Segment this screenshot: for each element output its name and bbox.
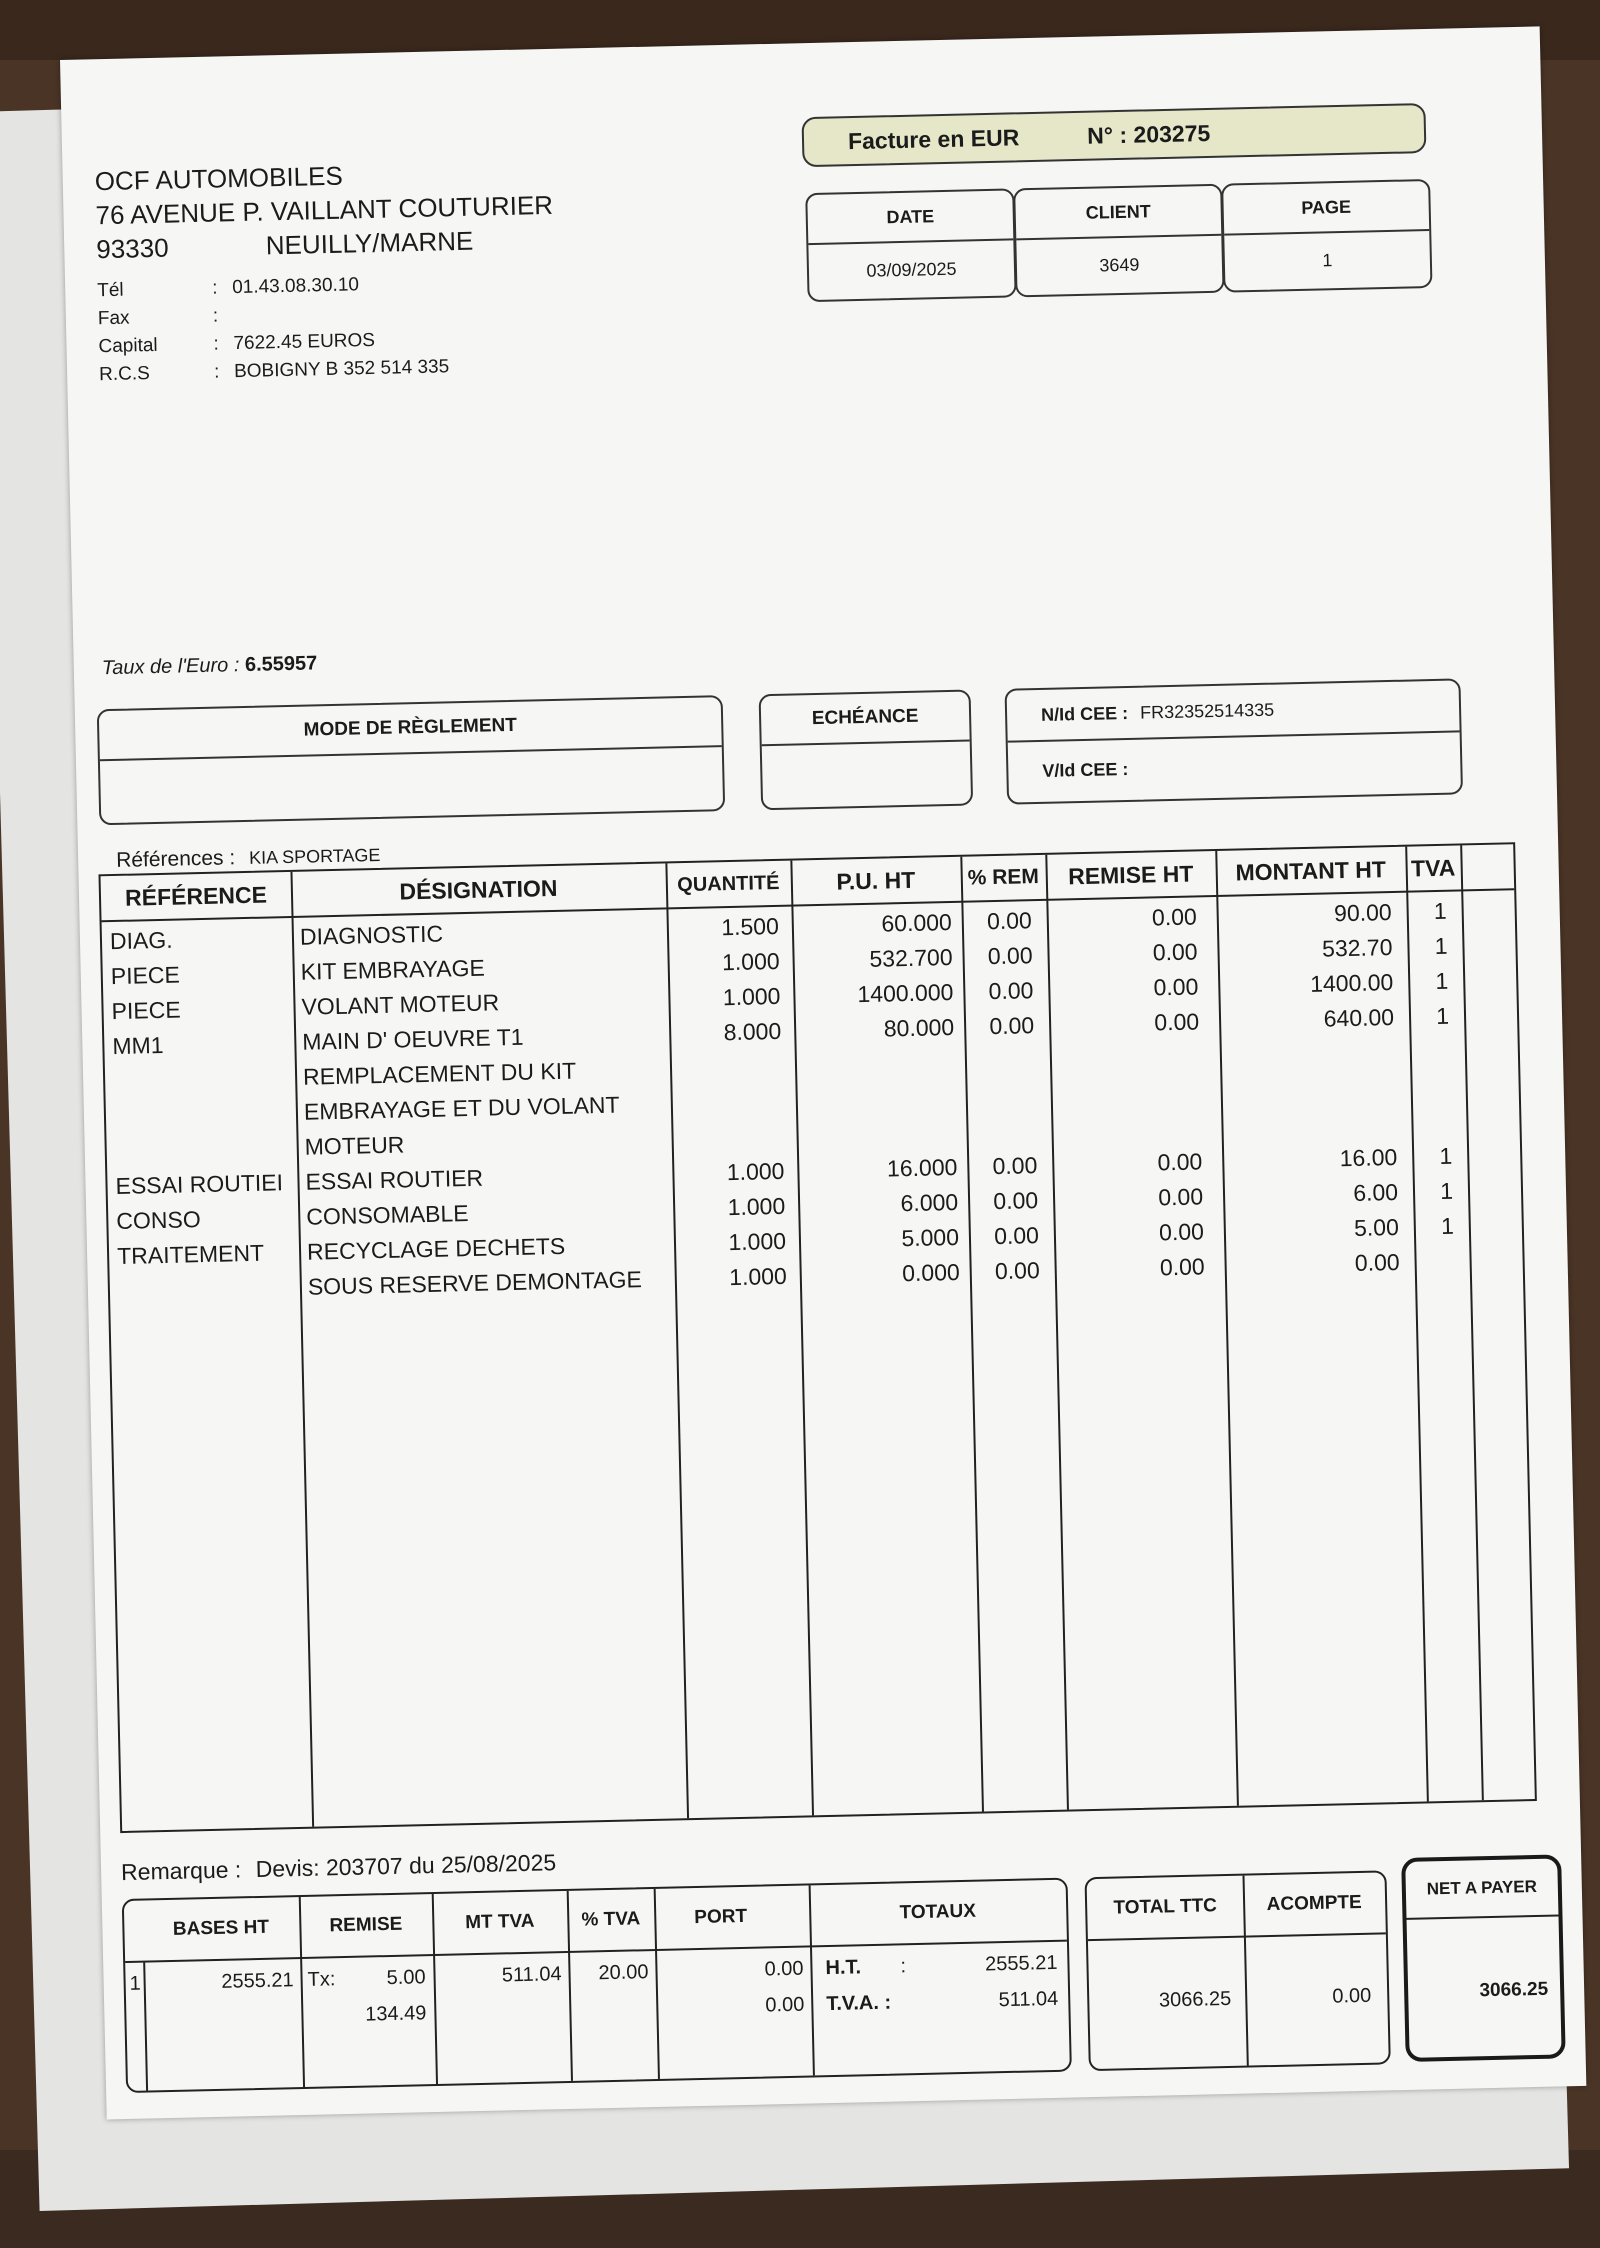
cell-designation: DIAGNOSTIC xyxy=(299,920,444,950)
cell-designation: CONSOMABLE xyxy=(306,1200,469,1230)
payment-mode-label: MODE DE RÈGLEMENT xyxy=(99,697,722,761)
cell-quantity: 1.000 xyxy=(728,1262,788,1291)
sep: : xyxy=(213,361,220,383)
due-date-label: ECHÉANCE xyxy=(761,692,970,747)
cell-reference: PIECE xyxy=(110,961,181,990)
due-date-box xyxy=(759,690,974,811)
invoice-page xyxy=(60,26,1586,2119)
cell-unit-price: 0.000 xyxy=(901,1258,961,1287)
cell-reference: CONSO xyxy=(116,1206,201,1235)
sep: : xyxy=(211,277,218,299)
cell-vat-code: 1 xyxy=(1439,1177,1454,1204)
mt-tva-value: 511.04 xyxy=(501,1963,562,1987)
sep: : xyxy=(212,305,219,327)
cell-vat-code: 1 xyxy=(1440,1212,1455,1239)
cell-discount-ht: 0.00 xyxy=(1154,1008,1200,1036)
cell-reference: PIECE xyxy=(111,996,181,1025)
pct-tva-label: % TVA xyxy=(581,1908,641,1931)
tx-label: Tx: xyxy=(307,1968,336,1991)
cell-discount-pct: 0.00 xyxy=(993,1187,1039,1215)
cell-quantity: 1.000 xyxy=(728,1227,787,1256)
tel-value: 01.43.08.30.10 xyxy=(231,274,360,299)
rcs-value: BOBIGNY B 352 514 335 xyxy=(233,356,450,383)
references-label: Références : xyxy=(115,846,236,872)
cell-quantity: 1.000 xyxy=(722,982,781,1011)
company-contact xyxy=(97,269,450,389)
company-block xyxy=(94,154,554,266)
acompte-value: 0.00 xyxy=(1332,1984,1372,2008)
cell-designation: VOLANT MOTEUR xyxy=(301,989,500,1020)
port-value-2: 0.00 xyxy=(765,1993,805,2017)
cell-vat-code xyxy=(1411,1108,1451,1109)
cell-designation: SOUS RESERVE DEMONTAGE xyxy=(307,1266,643,1300)
page-box xyxy=(1221,179,1432,293)
cell-discount-pct: 0.00 xyxy=(986,907,1033,935)
cell-amount-ht: 1400.00 xyxy=(1309,968,1394,997)
cell-vat-code: 1 xyxy=(1435,967,1449,995)
cell-vat-code xyxy=(1414,1248,1454,1249)
cell-discount-ht: 0.00 xyxy=(1158,1218,1205,1246)
invoice-number: N° : 203275 xyxy=(1086,119,1211,149)
cell-reference: TRAITEMENT xyxy=(116,1239,265,1270)
ht-colon: : xyxy=(900,1955,907,1978)
payment-mode-box xyxy=(97,695,725,825)
cell-discount-ht: 0.00 xyxy=(1153,973,1199,1001)
cell-vat-code: 1 xyxy=(1433,897,1447,925)
rcs-label: R.C.S xyxy=(98,363,151,386)
header-designation: DÉSIGNATION xyxy=(399,874,558,905)
cell-discount-pct: 0.00 xyxy=(987,942,1033,970)
client-label: CLIENT xyxy=(1015,186,1221,241)
invoice-title-box xyxy=(801,103,1426,167)
cell-discount-ht: 0.00 xyxy=(1152,938,1198,966)
date-box xyxy=(805,188,1016,302)
bases-ht-label: BASES HT xyxy=(172,1916,270,1940)
vat-id-box xyxy=(1005,678,1464,804)
remise-label: REMISE xyxy=(329,1913,403,1937)
net-to-pay-box xyxy=(1401,1854,1566,2062)
company-postcode: 93330 xyxy=(95,232,169,265)
tel-label: Tél xyxy=(97,279,124,302)
net-to-pay-value: 3066.25 xyxy=(1479,1978,1549,2002)
client-value: 3649 xyxy=(1099,254,1140,276)
header-unit-price: P.U. HT xyxy=(836,866,916,895)
cell-discount-ht: 0.00 xyxy=(1157,1148,1203,1176)
references-value: KIA SPORTAGE xyxy=(248,844,381,868)
cell-designation: MAIN D' OEUVRE T1 xyxy=(302,1023,524,1055)
cell-unit-price: 5.000 xyxy=(901,1223,960,1252)
sep: : xyxy=(213,333,220,355)
cell-reference: MM1 xyxy=(112,1031,164,1060)
page-label: PAGE xyxy=(1223,181,1429,236)
cell-vat-code: 1 xyxy=(1434,932,1448,960)
cell-quantity: 1.000 xyxy=(727,1192,786,1221)
cell-vat-code xyxy=(1410,1073,1450,1074)
vat-code: 1 xyxy=(129,1972,142,1995)
company-name: OCF AUTOMOBILES xyxy=(94,160,344,197)
page-value: 1 xyxy=(1322,250,1333,271)
invoice-title: Facture en EUR xyxy=(847,123,1020,154)
header-reference: RÉFÉRENCE xyxy=(124,881,268,911)
cell-unit-price: 1400.000 xyxy=(857,978,954,1008)
cell-quantity: 1.000 xyxy=(721,947,780,976)
cell-discount-pct: 0.00 xyxy=(993,1222,1040,1250)
cell-designation: KIT EMBRAYAGE xyxy=(300,954,486,985)
company-city: NEUILLY/MARNE xyxy=(265,225,474,261)
cell-discount-pct: 0.00 xyxy=(992,1152,1038,1180)
company-address: 76 AVENUE P. VAILLANT COUTURIER xyxy=(95,189,554,231)
tva-label: T.V.A. : xyxy=(826,1991,892,2016)
header-quantity: QUANTITÉ xyxy=(677,871,780,896)
nid-value: FR32352514335 xyxy=(1139,699,1275,723)
cell-designation: RECYCLAGE DECHETS xyxy=(306,1232,566,1265)
cell-discount-pct: 0.00 xyxy=(994,1257,1041,1285)
tx-value: 5.00 xyxy=(386,1966,426,1990)
net-to-pay-label: NET A PAYER xyxy=(1405,1858,1558,1919)
cell-discount-pct: 0.00 xyxy=(988,977,1034,1005)
cell-discount-ht: 0.00 xyxy=(1151,903,1198,931)
totaux-label: TOTAUX xyxy=(899,1900,977,1924)
port-value-1: 0.00 xyxy=(764,1957,804,1981)
cell-unit-price: 80.000 xyxy=(883,1013,955,1042)
nid-label: N/Id CEE : xyxy=(1040,702,1129,725)
cell-vat-code xyxy=(1410,1038,1450,1039)
remark xyxy=(121,1849,557,1886)
date-label: DATE xyxy=(807,190,1013,245)
remark-value: Devis: 203707 du 25/08/2025 xyxy=(255,1849,557,1883)
ht-value: 2555.21 xyxy=(984,1951,1058,1976)
euro-rate-value: 6.55957 xyxy=(244,652,318,676)
remark-label: Remarque : xyxy=(120,1856,242,1886)
cell-amount-ht: 532.70 xyxy=(1321,934,1393,962)
cell-reference: DIAG. xyxy=(109,926,173,955)
cell-unit-price: 6.000 xyxy=(900,1188,959,1217)
cell-designation: ESSAI ROUTIER xyxy=(305,1164,484,1195)
cell-unit-price: 16.000 xyxy=(886,1153,958,1182)
cell-amount-ht: 0.00 xyxy=(1354,1248,1400,1276)
cell-designation: MOTEUR xyxy=(304,1131,405,1160)
cell-discount-ht: 0.00 xyxy=(1158,1183,1204,1211)
cell-amount-ht: 5.00 xyxy=(1353,1213,1400,1241)
cell-quantity: 1.000 xyxy=(726,1157,785,1186)
header-discount-pct: % REM xyxy=(967,865,1040,890)
cell-vat-code: 1 xyxy=(1435,1002,1450,1030)
bases-ht-value: 2555.21 xyxy=(221,1969,294,1993)
cell-designation: REMPLACEMENT DU KIT xyxy=(302,1057,577,1090)
cell-amount-ht: 6.00 xyxy=(1352,1178,1399,1206)
cell-discount-pct: 0.00 xyxy=(989,1012,1035,1040)
mt-tva-label: MT TVA xyxy=(464,1910,535,1934)
fax-label: Fax xyxy=(97,307,130,330)
items-table xyxy=(98,842,1536,1833)
vat-summary-box xyxy=(122,1878,1072,2093)
pct-tva-value: 20.00 xyxy=(598,1961,649,1985)
capital-value: 7622.45 EUROS xyxy=(233,329,376,355)
cell-amount-ht: 90.00 xyxy=(1333,899,1392,927)
capital-label: Capital xyxy=(98,334,158,358)
cell-unit-price: 532.700 xyxy=(869,943,953,972)
cell-vat-code: 1 xyxy=(1439,1142,1453,1169)
cell-quantity: 1.500 xyxy=(720,912,780,941)
date-value: 03/09/2025 xyxy=(866,258,957,281)
total-ttc-label: TOTAL TTC xyxy=(1113,1895,1218,1919)
port-label: PORT xyxy=(694,1905,748,1929)
cell-amount-ht: 640.00 xyxy=(1323,1003,1395,1032)
acompte-label: ACOMPTE xyxy=(1266,1891,1362,1916)
tva-value: 511.04 xyxy=(998,1987,1059,2012)
cell-discount-ht: 0.00 xyxy=(1159,1253,1205,1281)
client-box xyxy=(1013,184,1224,298)
cell-quantity: 8.000 xyxy=(723,1017,782,1046)
header-vat-code: TVA xyxy=(1410,854,1456,882)
cell-amount-ht: 16.00 xyxy=(1339,1143,1398,1172)
total-ttc-value: 3066.25 xyxy=(1158,1987,1232,2012)
cell-reference: ESSAI ROUTIEI xyxy=(115,1169,284,1200)
euro-rate-label: Taux de l'Euro : xyxy=(101,654,240,680)
vid-label: V/Id CEE : xyxy=(1042,758,1129,781)
cell-designation: EMBRAYAGE ET DU VOLANT xyxy=(303,1091,620,1125)
remise-value: 134.49 xyxy=(365,2002,427,2026)
total-ttc-box xyxy=(1084,1870,1390,2071)
header-amount-ht: MONTANT HT xyxy=(1235,855,1387,886)
header-discount-ht: REMISE HT xyxy=(1067,860,1194,889)
cell-unit-price: 60.000 xyxy=(881,908,953,937)
euro-rate xyxy=(102,652,318,680)
ht-label: H.T. xyxy=(825,1956,862,1980)
